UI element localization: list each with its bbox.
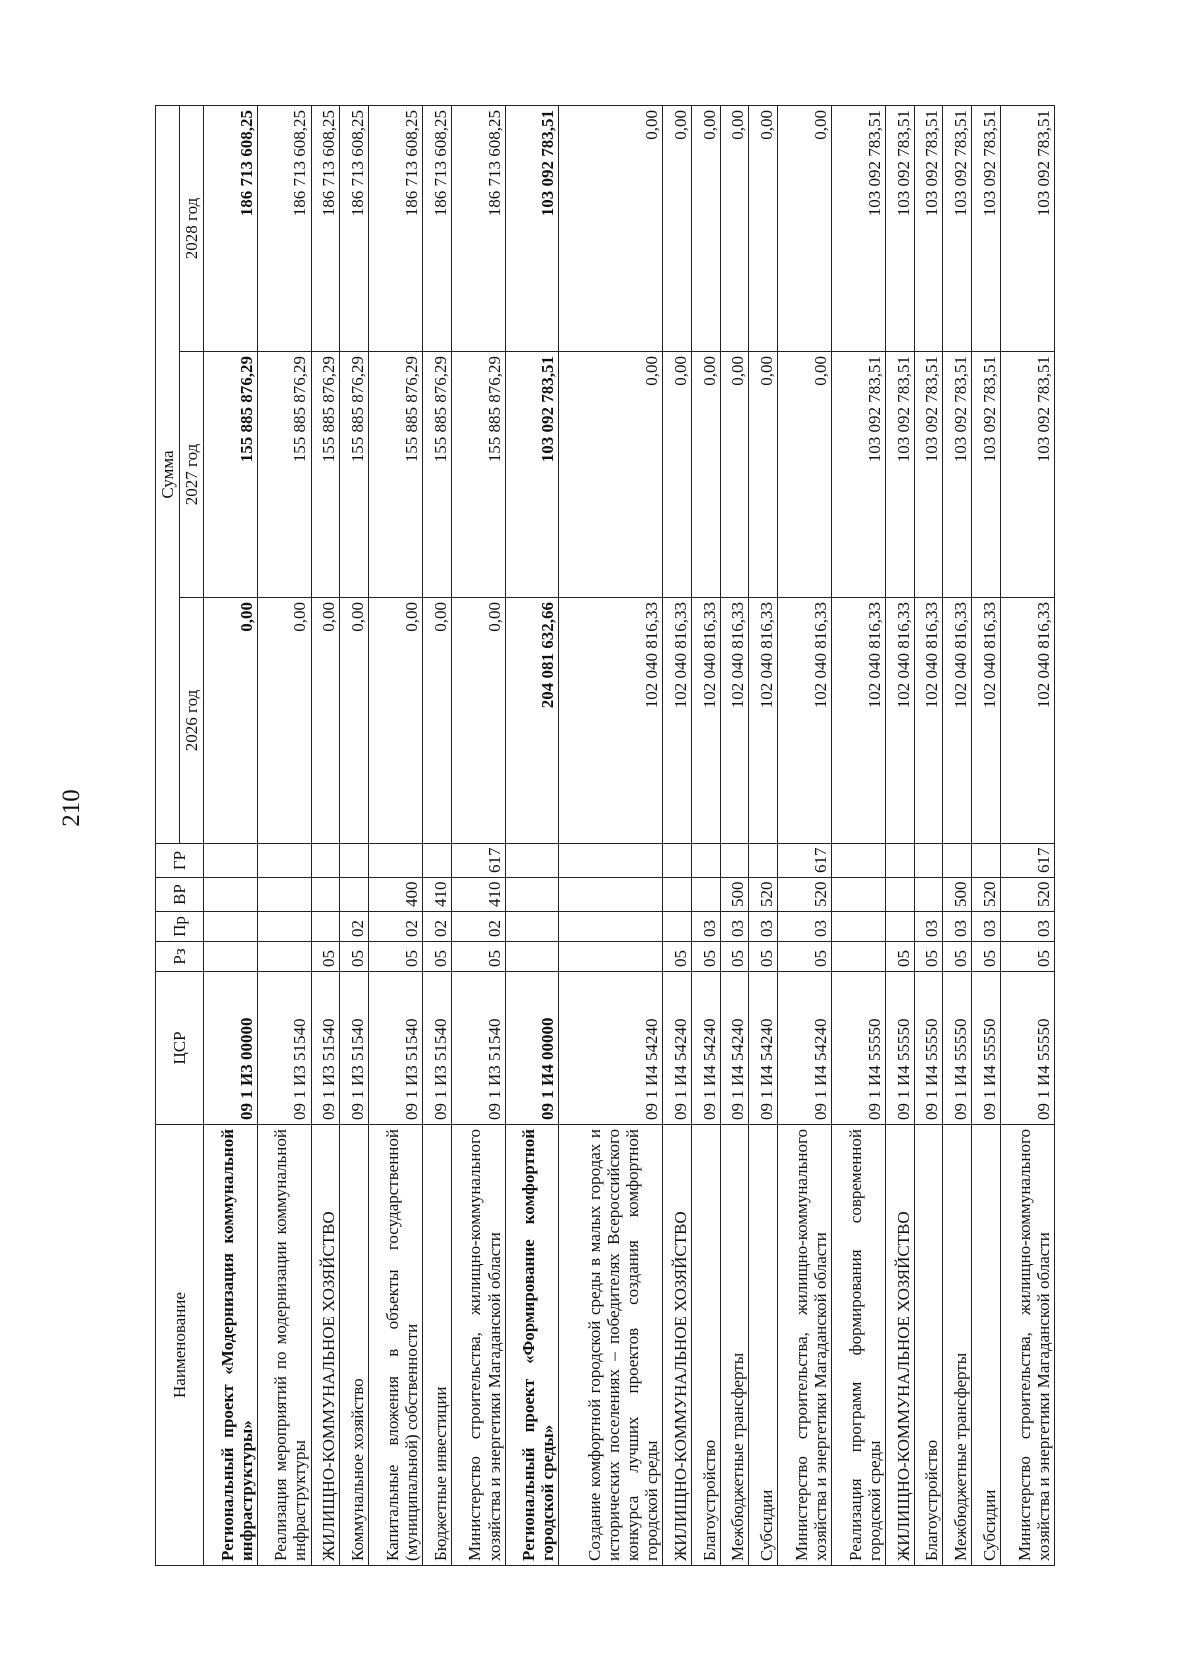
row-vr: [204, 878, 258, 912]
row-2026: 0,00: [340, 598, 369, 844]
table-row: [943, 106, 972, 1566]
row-2026: 0,00: [451, 598, 505, 844]
table-row: [972, 106, 1001, 1566]
row-pr: 03: [720, 912, 749, 942]
row-vr: [311, 878, 340, 912]
row-vr: 410: [422, 878, 451, 912]
row-2027: 155 885 876,29: [340, 352, 369, 598]
row-name: Региональный проект «Формирование комфортной городской среды»: [505, 1125, 559, 1566]
row-csr: 09 1 И3 51540: [311, 972, 340, 1125]
row-vr: [559, 878, 663, 912]
row-name: Министерство строительства, жилищно-коммунального хозяйства и энергетики Магаданской области: [778, 1125, 832, 1566]
row-pr: [311, 912, 340, 942]
row-pr: 02: [340, 912, 369, 942]
row-2026: 102 040 816,33: [914, 598, 943, 844]
row-vr: [505, 878, 559, 912]
row-gr: [204, 844, 258, 878]
row-name: Коммунальное хозяйство: [340, 1125, 369, 1566]
row-gr: [340, 844, 369, 878]
row-gr: 617: [1001, 844, 1055, 878]
row-name: Реализация программ формирования современной городской среды: [832, 1125, 886, 1566]
row-2027: 0,00: [749, 352, 778, 598]
row-pr: [257, 912, 311, 942]
row-name: Субсидии: [972, 1125, 1001, 1566]
row-rz: 05: [943, 942, 972, 972]
row-2027: 155 885 876,29: [257, 352, 311, 598]
row-csr: 09 1 И4 55550: [914, 972, 943, 1125]
row-2028: 103 092 783,51: [914, 106, 943, 352]
row-rz: 05: [1001, 942, 1055, 972]
row-pr: 02: [369, 912, 423, 942]
row-2026: 102 040 816,33: [832, 598, 886, 844]
table-row: [662, 106, 691, 1566]
row-2026: 102 040 816,33: [559, 598, 663, 844]
row-gr: 617: [451, 844, 505, 878]
row-vr: 520: [778, 878, 832, 912]
row-csr: 09 1 И3 51540: [257, 972, 311, 1125]
row-gr: [885, 844, 914, 878]
row-gr: [914, 844, 943, 878]
row-2027: 103 092 783,51: [914, 352, 943, 598]
row-name: Министерство строительства, жилищно-коммунального хозяйства и энергетики Магаданской области: [1001, 1125, 1055, 1566]
row-2028: 0,00: [720, 106, 749, 352]
row-2027: 155 885 876,29: [369, 352, 423, 598]
row-gr: [257, 844, 311, 878]
row-name: Межбюджетные трансферты: [943, 1125, 972, 1566]
row-2027: 103 092 783,51: [505, 352, 559, 598]
row-gr: [311, 844, 340, 878]
row-csr: 09 1 И4 54240: [559, 972, 663, 1125]
row-pr: [662, 912, 691, 942]
row-csr: 09 1 И3 00000: [204, 972, 258, 1125]
table-row: [720, 106, 749, 1566]
row-pr: [559, 912, 663, 942]
row-csr: 09 1 И3 51540: [422, 972, 451, 1125]
row-2028: 0,00: [559, 106, 663, 352]
row-2027: 0,00: [662, 352, 691, 598]
row-rz: 05: [885, 942, 914, 972]
row-vr: 500: [720, 878, 749, 912]
row-2026: 102 040 816,33: [720, 598, 749, 844]
row-vr: [691, 878, 720, 912]
row-2027: 103 092 783,51: [832, 352, 886, 598]
row-pr: 03: [914, 912, 943, 942]
row-2028: 0,00: [778, 106, 832, 352]
row-pr: [832, 912, 886, 942]
table-row: [422, 106, 451, 1566]
row-2026: 102 040 816,33: [1001, 598, 1055, 844]
table-row: [778, 106, 832, 1566]
row-vr: [885, 878, 914, 912]
row-name: Капитальные вложения в объекты государственной (муниципальной) собственности: [369, 1125, 423, 1566]
header-pr: Пр: [156, 912, 204, 942]
row-rz: 05: [720, 942, 749, 972]
row-gr: [691, 844, 720, 878]
row-rz: [505, 942, 559, 972]
row-name: Межбюджетные трансферты: [720, 1125, 749, 1566]
row-rz: 05: [369, 942, 423, 972]
row-rz: [204, 942, 258, 972]
row-gr: [422, 844, 451, 878]
row-rz: [559, 942, 663, 972]
row-pr: 03: [691, 912, 720, 942]
row-2028: 103 092 783,51: [505, 106, 559, 352]
row-rz: 05: [422, 942, 451, 972]
row-2028: 0,00: [662, 106, 691, 352]
row-2027: 0,00: [720, 352, 749, 598]
row-2026: 204 081 632,66: [505, 598, 559, 844]
table-row: [691, 106, 720, 1566]
header-2028: 2028 год: [180, 106, 204, 352]
row-gr: 617: [778, 844, 832, 878]
row-2026: 0,00: [311, 598, 340, 844]
header-sum: Сумма: [156, 106, 180, 844]
row-2026: 0,00: [422, 598, 451, 844]
header-name: Наименование: [156, 1125, 204, 1566]
row-rz: [832, 942, 886, 972]
row-csr: 09 1 И4 55550: [1001, 972, 1055, 1125]
row-2026: 102 040 816,33: [691, 598, 720, 844]
row-2028: 103 092 783,51: [1001, 106, 1055, 352]
row-rz: 05: [340, 942, 369, 972]
table-row: [451, 106, 505, 1566]
row-2027: 155 885 876,29: [204, 352, 258, 598]
row-2027: 103 092 783,51: [885, 352, 914, 598]
row-2026: 0,00: [204, 598, 258, 844]
row-pr: 03: [1001, 912, 1055, 942]
row-csr: 09 1 И3 51540: [340, 972, 369, 1125]
row-2026: 102 040 816,33: [662, 598, 691, 844]
row-csr: 09 1 И4 54240: [778, 972, 832, 1125]
table-row: [340, 106, 369, 1566]
row-name: Министерство строительства, жилищно-коммунального хозяйства и энергетики Магаданской области: [451, 1125, 505, 1566]
row-2026: 0,00: [257, 598, 311, 844]
row-vr: 410: [451, 878, 505, 912]
row-2027: 103 092 783,51: [943, 352, 972, 598]
row-name: ЖИЛИЩНО-КОММУНАЛЬНОЕ ХОЗЯЙСТВО: [662, 1125, 691, 1566]
header-rz: Рз: [156, 942, 204, 972]
row-csr: 09 1 И3 51540: [451, 972, 505, 1125]
row-name: Субсидии: [749, 1125, 778, 1566]
row-name: Региональный проект «Модернизация коммунальной инфраструктуры»: [204, 1125, 258, 1566]
row-2027: 103 092 783,51: [1001, 352, 1055, 598]
table-row: [832, 106, 886, 1566]
row-name: Бюджетные инвестиции: [422, 1125, 451, 1566]
row-pr: [505, 912, 559, 942]
table-row: [505, 106, 559, 1566]
row-2027: 0,00: [559, 352, 663, 598]
row-pr: 03: [778, 912, 832, 942]
row-csr: 09 1 И4 54240: [749, 972, 778, 1125]
header-2027: 2027 год: [180, 352, 204, 598]
row-csr: 09 1 И4 54240: [691, 972, 720, 1125]
header-vr: ВР: [156, 878, 204, 912]
row-2028: 186 713 608,25: [340, 106, 369, 352]
row-2028: 103 092 783,51: [943, 106, 972, 352]
row-2026: 0,00: [369, 598, 423, 844]
row-2028: 186 713 608,25: [369, 106, 423, 352]
row-csr: 09 1 И4 54240: [662, 972, 691, 1125]
row-vr: [662, 878, 691, 912]
row-csr: 09 1 И4 55550: [943, 972, 972, 1125]
row-csr: 09 1 И4 00000: [505, 972, 559, 1125]
row-name: Реализация мероприятий по модернизации коммунальной инфраструктуры: [257, 1125, 311, 1566]
table-row: [559, 106, 663, 1566]
table-row: [749, 106, 778, 1566]
row-name: Создание комфортной городской среды в малых городах и исторических поселениях – победителях Всероссийского конкурса лучших проектов создания комфортной городской среды: [559, 1125, 663, 1566]
row-2027: 155 885 876,29: [451, 352, 505, 598]
row-gr: [662, 844, 691, 878]
row-2026: 102 040 816,33: [972, 598, 1001, 844]
row-gr: [559, 844, 663, 878]
table-row: [204, 106, 258, 1566]
row-pr: 03: [943, 912, 972, 942]
row-pr: 03: [972, 912, 1001, 942]
row-vr: [257, 878, 311, 912]
row-gr: [369, 844, 423, 878]
row-rz: 05: [972, 942, 1001, 972]
row-pr: 02: [422, 912, 451, 942]
row-2027: 0,00: [691, 352, 720, 598]
row-pr: [204, 912, 258, 942]
row-2027: 0,00: [778, 352, 832, 598]
row-2028: 186 713 608,25: [451, 106, 505, 352]
row-vr: 500: [943, 878, 972, 912]
page-number: 210: [58, 789, 85, 827]
row-2028: 186 713 608,25: [311, 106, 340, 352]
row-csr: 09 1 И4 55550: [832, 972, 886, 1125]
row-2028: 0,00: [691, 106, 720, 352]
row-pr: 02: [451, 912, 505, 942]
row-name: ЖИЛИЩНО-КОММУНАЛЬНОЕ ХОЗЯЙСТВО: [311, 1125, 340, 1566]
row-name: Благоустройство: [914, 1125, 943, 1566]
row-vr: [340, 878, 369, 912]
table-body: [204, 106, 1055, 1566]
row-rz: 05: [914, 942, 943, 972]
row-rz: 05: [691, 942, 720, 972]
row-name: ЖИЛИЩНО-КОММУНАЛЬНОЕ ХОЗЯЙСТВО: [885, 1125, 914, 1566]
header-2026: 2026 год: [180, 598, 204, 844]
row-name: Благоустройство: [691, 1125, 720, 1566]
row-csr: 09 1 И3 51540: [369, 972, 423, 1125]
row-gr: [749, 844, 778, 878]
row-vr: 520: [749, 878, 778, 912]
table-row: [885, 106, 914, 1566]
row-pr: 03: [749, 912, 778, 942]
row-rz: 05: [662, 942, 691, 972]
table-row: [914, 106, 943, 1566]
row-2026: 102 040 816,33: [885, 598, 914, 844]
row-gr: [505, 844, 559, 878]
row-2028: 103 092 783,51: [832, 106, 886, 352]
header-csr: ЦСР: [156, 972, 204, 1125]
row-rz: [257, 942, 311, 972]
row-vr: [914, 878, 943, 912]
table-row: [257, 106, 311, 1566]
row-rz: 05: [311, 942, 340, 972]
row-2026: 102 040 816,33: [943, 598, 972, 844]
row-2026: 102 040 816,33: [778, 598, 832, 844]
row-pr: [885, 912, 914, 942]
row-2028: 103 092 783,51: [885, 106, 914, 352]
row-csr: 09 1 И4 54240: [720, 972, 749, 1125]
row-2027: 155 885 876,29: [422, 352, 451, 598]
table-header: [156, 106, 204, 1566]
row-2028: 186 713 608,25: [204, 106, 258, 352]
row-vr: 520: [1001, 878, 1055, 912]
row-2027: 155 885 876,29: [311, 352, 340, 598]
header-gr: ГР: [156, 844, 204, 878]
rotated-table-container: [155, 106, 1055, 1566]
row-gr: [972, 844, 1001, 878]
row-vr: 400: [369, 878, 423, 912]
budget-table: [155, 105, 1055, 1566]
row-2028: 0,00: [749, 106, 778, 352]
row-gr: [720, 844, 749, 878]
row-2028: 186 713 608,25: [422, 106, 451, 352]
row-vr: [832, 878, 886, 912]
table-row: [311, 106, 340, 1566]
row-gr: [832, 844, 886, 878]
row-rz: 05: [451, 942, 505, 972]
row-gr: [943, 844, 972, 878]
row-2026: 102 040 816,33: [749, 598, 778, 844]
row-2027: 103 092 783,51: [972, 352, 1001, 598]
row-2028: 103 092 783,51: [972, 106, 1001, 352]
row-rz: 05: [778, 942, 832, 972]
row-rz: 05: [749, 942, 778, 972]
row-csr: 09 1 И4 55550: [972, 972, 1001, 1125]
row-2028: 186 713 608,25: [257, 106, 311, 352]
table-row: [1001, 106, 1055, 1566]
table-row: [369, 106, 423, 1566]
row-csr: 09 1 И4 55550: [885, 972, 914, 1125]
row-vr: 520: [972, 878, 1001, 912]
